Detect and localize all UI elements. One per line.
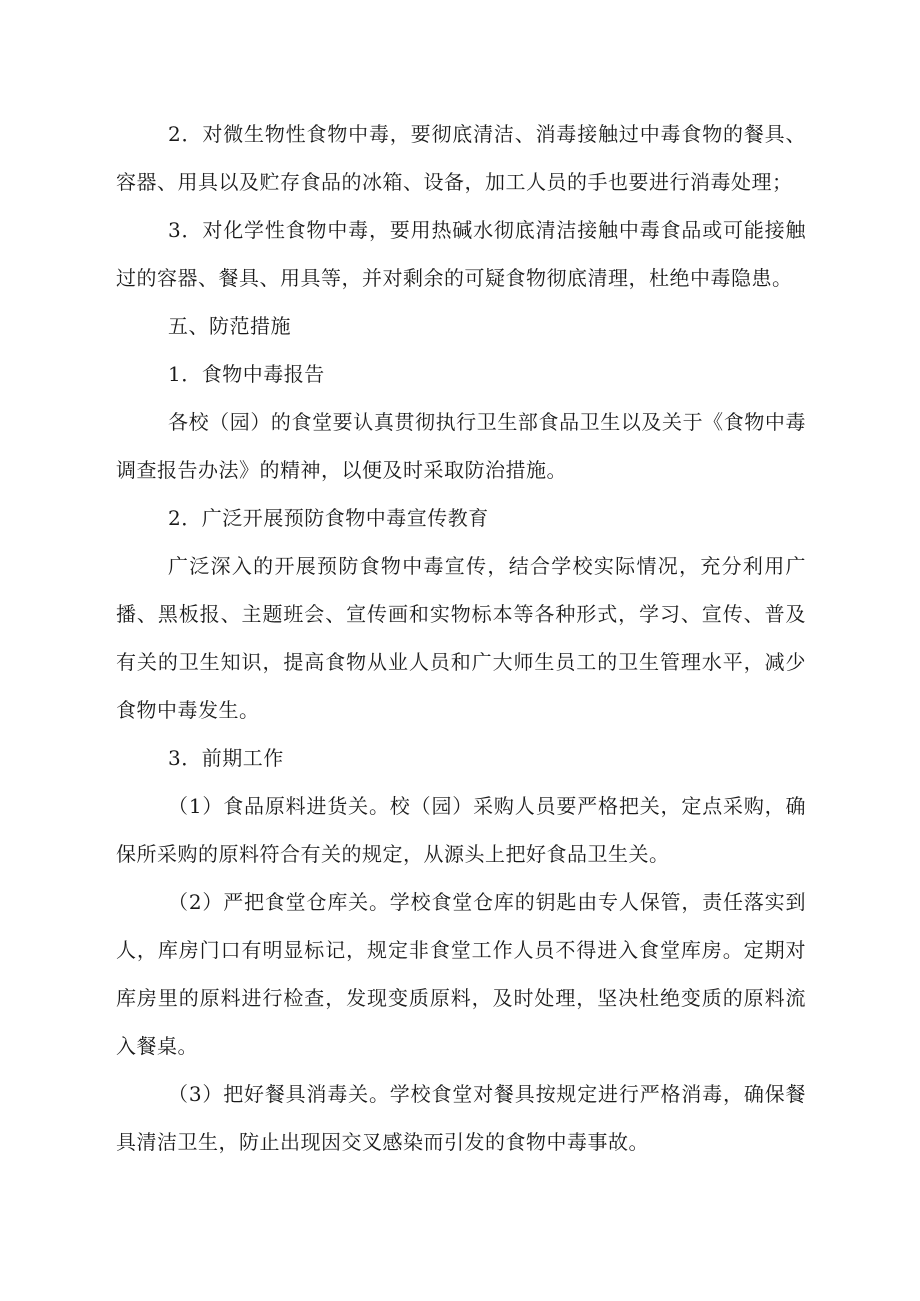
paragraph-raw-materials: （1）食品原料进货关。校（园）采购人员要严格把关，定点采购，确保所采购的原料符合有关的规定，从源头上把好食品卫生关。 xyxy=(116,794,806,866)
paragraph-cleaning-chemical: 3．对化学性食物中毒，要用热碱水彻底清洁接触中毒食品或可能接触过的容器、餐具、用具等，并对剩余的可疑食物彻底清理，杜绝中毒隐患。 xyxy=(116,218,806,290)
paragraph-education: 广泛深入的开展预防食物中毒宣传，结合学校实际情况，充分利用广播、黑板报、主题班会、宣传画和实物标本等各种形式，学习、宣传、普及有关的卫生知识，提高食物从业人员和广大师生员工的卫生管理水平，减少食物中毒发生。 xyxy=(116,554,806,722)
paragraph-cleaning-microbial: 2．对微生物性食物中毒，要彻底清洁、消毒接触过中毒食物的餐具、容器、用具以及贮存食品的冰箱、设备，加工人员的手也要进行消毒处理； xyxy=(116,122,806,194)
subheading-education: 2．广泛开展预防食物中毒宣传教育 xyxy=(168,506,489,530)
subheading-poisoning-report: 1．食物中毒报告 xyxy=(168,362,325,386)
document-page xyxy=(116,110,806,1166)
subheading-preliminary-work: 3．前期工作 xyxy=(168,746,284,770)
paragraph-warehouse: （2）严把食堂仓库关。学校食堂仓库的钥匙由专人保管，责任落实到人，库房门口有明显标记，规定非食堂工作人员不得进入食堂库房。定期对库房里的原料进行检查，发现变质原料，及时处理，坚决杜绝变质的原料流入餐桌。 xyxy=(116,890,806,1058)
paragraph-report-procedure: 各校（园）的食堂要认真贯彻执行卫生部食品卫生以及关于《食物中毒调查报告办法》的精神，以便及时采取防治措施。 xyxy=(116,410,806,482)
paragraph-tableware: （3）把好餐具消毒关。学校食堂对餐具按规定进行严格消毒，确保餐具清洁卫生，防止出现因交叉感染而引发的食物中毒事故。 xyxy=(116,1082,806,1154)
section-heading-prevention: 五、防范措施 xyxy=(168,314,291,338)
